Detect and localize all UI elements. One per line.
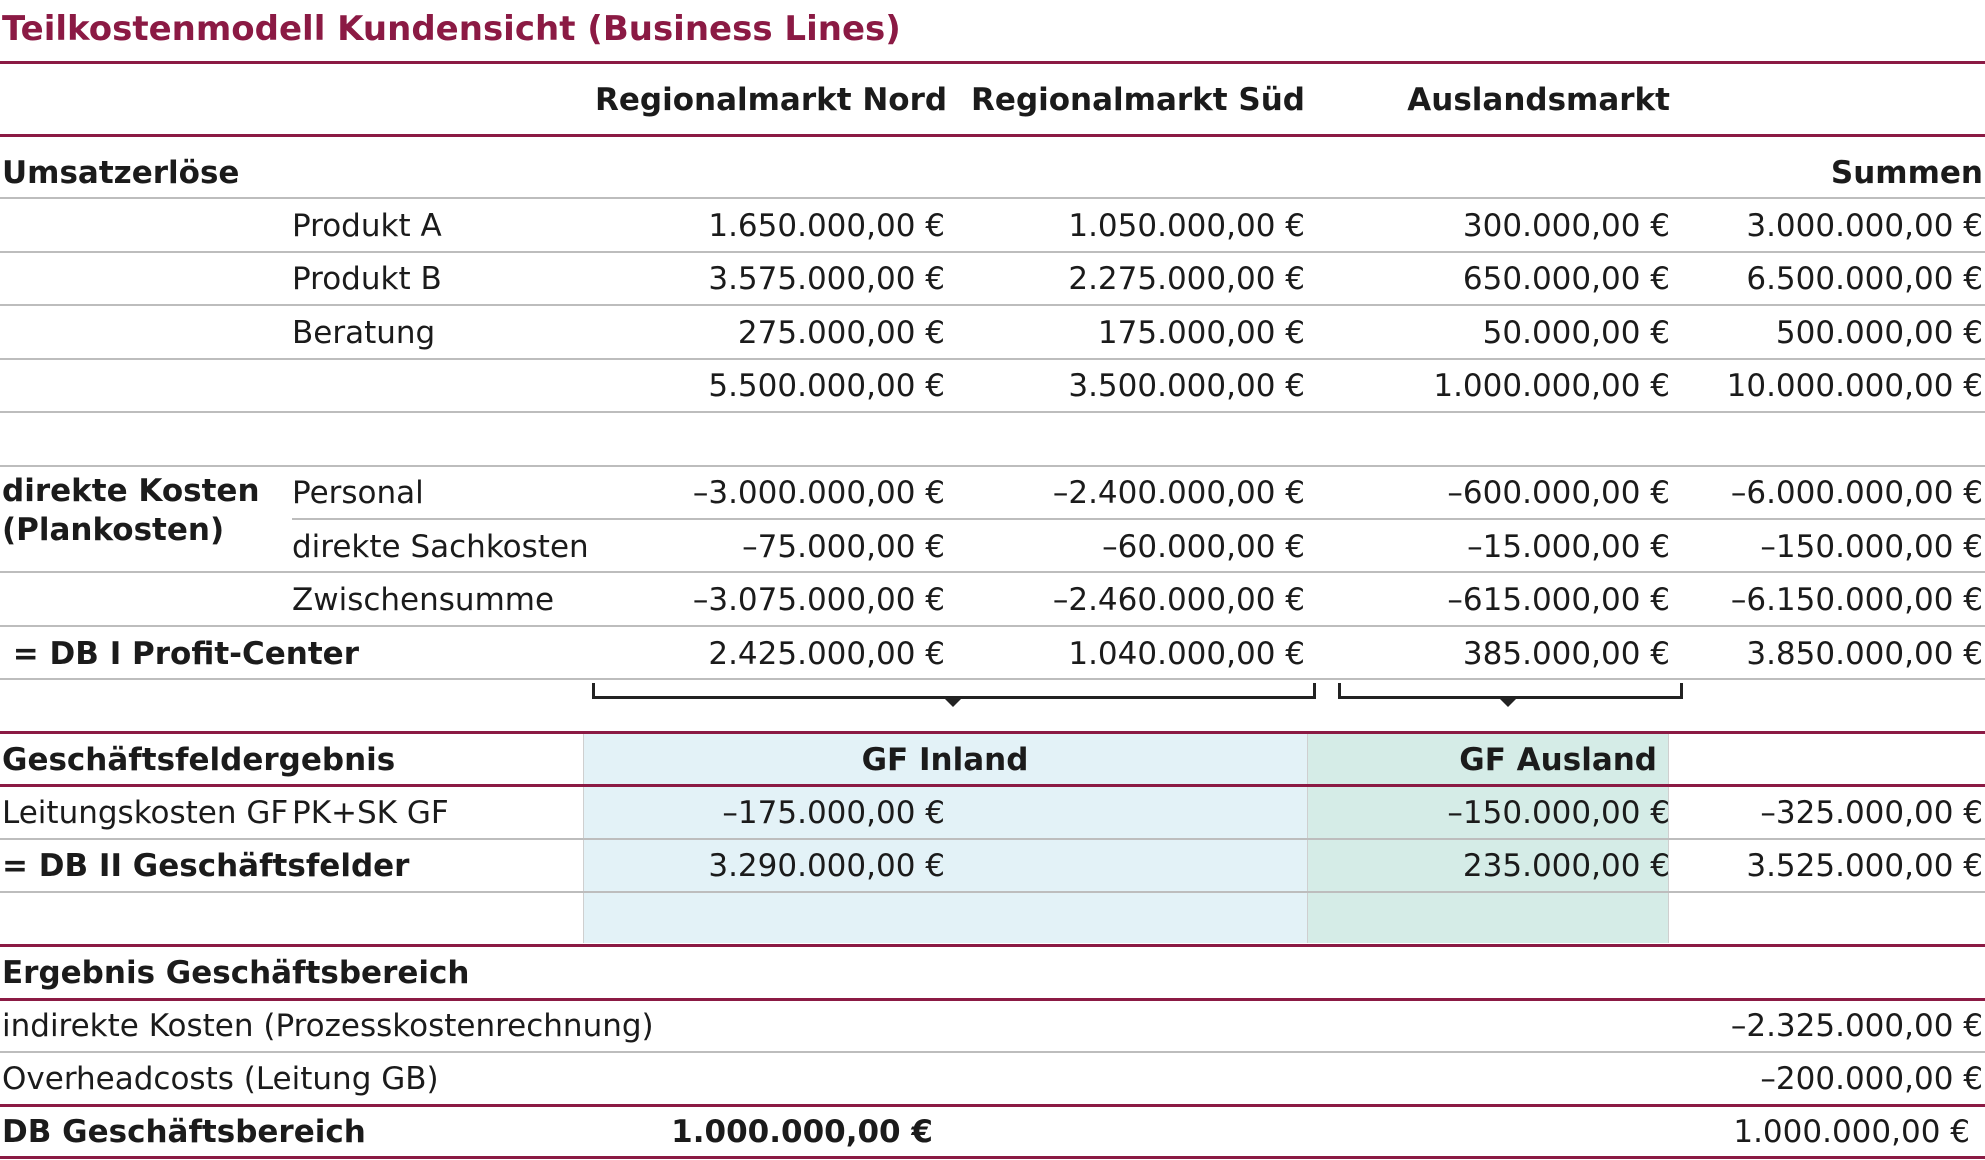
rule — [0, 1156, 1985, 1159]
db2-summe: 3.525.000,00 € — [1746, 848, 1983, 884]
rule — [0, 1104, 1985, 1107]
row-label: direkte Sachkosten — [292, 529, 589, 565]
value-nord: –3.000.000,00 € — [692, 475, 945, 511]
overhead-label: Overheadcosts (Leitung GB) — [2, 1061, 439, 1097]
db1-sued: 1.040.000,00 € — [1068, 636, 1305, 672]
value-sued: –2.460.000,00 € — [1052, 582, 1305, 618]
rule — [0, 1051, 1985, 1053]
db-gb-value: 1.000.000,00 € — [671, 1114, 933, 1150]
value-summe: –6.000.000,00 € — [1730, 475, 1983, 511]
rule — [0, 134, 1985, 137]
bracket-arrow-icon — [944, 698, 962, 707]
column-header-nord: Regionalmarkt Nord — [595, 82, 948, 118]
gf-inland-header: GF Inland — [861, 742, 1029, 778]
rule — [0, 838, 1985, 840]
row-label: Produkt A — [292, 208, 442, 244]
bracket-arrow-icon — [1499, 698, 1517, 707]
summen-header: Summen — [1830, 155, 1983, 191]
value-ausland: –615.000,00 € — [1447, 582, 1670, 618]
indirekt-summe: –2.325.000,00 € — [1730, 1008, 1983, 1044]
row-label: Personal — [292, 475, 424, 511]
value-summe: –150.000,00 € — [1760, 529, 1983, 565]
value-ausland: –15.000,00 € — [1467, 529, 1670, 565]
leitung-sublabel: PK+SK GF — [292, 795, 449, 831]
section-label-direkte-kosten: direkte Kosten — [2, 473, 260, 509]
row-label: Zwischensumme — [292, 582, 555, 618]
rule — [0, 678, 1985, 680]
value-ausland: 300.000,00 € — [1462, 208, 1670, 244]
db1-ausland: 385.000,00 € — [1462, 636, 1670, 672]
leitung-summe: –325.000,00 € — [1760, 795, 1983, 831]
value-nord: 3.575.000,00 € — [708, 261, 945, 297]
column-header-ausland: Auslandsmarkt — [1407, 82, 1670, 118]
rule — [0, 784, 1985, 787]
section-label-plankosten: (Plankosten) — [2, 512, 225, 548]
total-summe: 10.000.000,00 € — [1726, 368, 1983, 404]
overhead-summe: –200.000,00 € — [1760, 1061, 1983, 1097]
leitung-label: Leitungskosten GF — [2, 795, 289, 831]
rule — [0, 465, 1985, 467]
db-gb-label: DB Geschäftsbereich — [2, 1114, 366, 1150]
value-sued: 1.050.000,00 € — [1068, 208, 1305, 244]
bracket-inland — [592, 683, 1316, 699]
value-nord: 275.000,00 € — [737, 315, 945, 351]
db1-nord: 2.425.000,00 € — [708, 636, 945, 672]
section-label-geschaeftsbereich: Ergebnis Geschäftsbereich — [2, 955, 470, 991]
rule — [0, 411, 1985, 413]
page-title: Teilkostenmodell Kundensicht (Business Lines) — [2, 9, 901, 49]
db1-label: = DB I Profit-Center — [2, 636, 359, 672]
indirekt-label: indirekte Kosten (Prozesskostenrechnung) — [2, 1008, 654, 1044]
total-sued: 3.500.000,00 € — [1068, 368, 1305, 404]
rule — [0, 358, 1985, 360]
value-ausland: 50.000,00 € — [1482, 315, 1670, 351]
rule — [0, 304, 1985, 306]
db1-summe: 3.850.000,00 € — [1746, 636, 1983, 672]
value-nord: –75.000,00 € — [742, 529, 945, 565]
total-nord: 5.500.000,00 € — [708, 368, 945, 404]
rule — [0, 571, 1985, 573]
value-sued: 2.275.000,00 € — [1068, 261, 1305, 297]
value-nord: –3.075.000,00 € — [692, 582, 945, 618]
rule — [0, 944, 1985, 947]
rule — [0, 731, 1985, 734]
column-header-sued: Regionalmarkt Süd — [971, 82, 1305, 118]
value-sued: –2.400.000,00 € — [1052, 475, 1305, 511]
db2-ausland: 235.000,00 € — [1462, 848, 1670, 884]
row-label: Beratung — [292, 315, 436, 351]
gf-ausland-header: GF Ausland — [1459, 742, 1657, 778]
rule — [0, 625, 1985, 627]
value-sued: 175.000,00 € — [1097, 315, 1305, 351]
rule — [0, 61, 1985, 64]
rule — [0, 251, 1985, 253]
bracket-ausland — [1338, 683, 1683, 699]
value-summe: 6.500.000,00 € — [1746, 261, 1983, 297]
value-summe: –6.150.000,00 € — [1730, 582, 1983, 618]
section-label-umsatz: Umsatzerlöse — [2, 155, 240, 191]
value-sued: –60.000,00 € — [1102, 529, 1305, 565]
db-gb-summe: 1.000.000,00 € — [1733, 1114, 1970, 1150]
value-ausland: –600.000,00 € — [1447, 475, 1670, 511]
section-label-geschaeftsfeld: Geschäftsfeldergebnis — [2, 742, 396, 778]
rule — [0, 891, 1985, 893]
value-nord: 1.650.000,00 € — [708, 208, 945, 244]
leitung-inland: –175.000,00 € — [722, 795, 945, 831]
db2-inland: 3.290.000,00 € — [708, 848, 945, 884]
rule — [292, 518, 1985, 520]
value-summe: 3.000.000,00 € — [1746, 208, 1983, 244]
leitung-ausland: –150.000,00 € — [1447, 795, 1670, 831]
rule — [0, 197, 1985, 199]
value-summe: 500.000,00 € — [1775, 315, 1983, 351]
row-label: Produkt B — [292, 261, 442, 297]
db2-label: = DB II Geschäftsfelder — [2, 848, 410, 884]
rule — [0, 998, 1985, 1001]
value-ausland: 650.000,00 € — [1462, 261, 1670, 297]
total-ausland: 1.000.000,00 € — [1433, 368, 1670, 404]
